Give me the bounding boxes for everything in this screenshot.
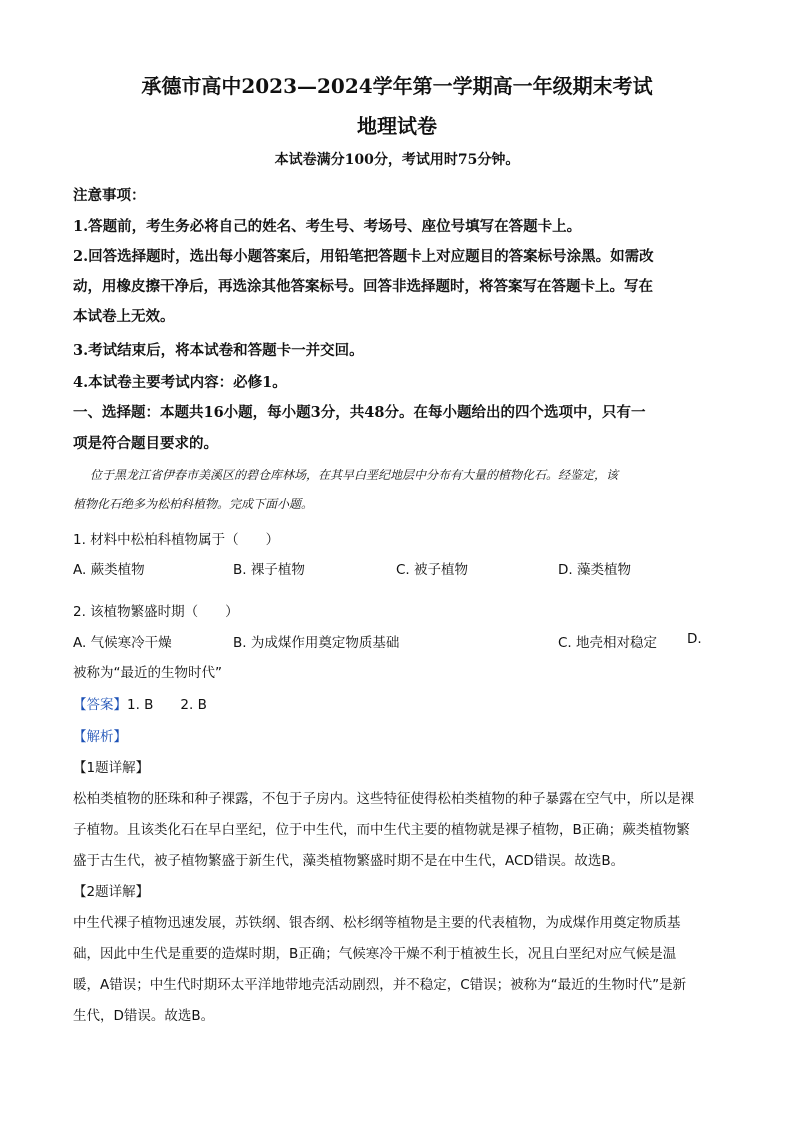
notice-line-2a: 2.回答选择题时，选出每小题答案后，用铅笔把答题卡上对应题目的答案标号涂黑。如需改: [73, 248, 654, 265]
q1-option-d: D. 藻类植物: [558, 562, 631, 578]
analysis-1-line-c: 盛于古生代，被子植物繁盛于新生代，藻类植物繁盛时期不是在中生代，ACD错误。故选B。: [73, 853, 625, 869]
section-heading-b: 项是符合题目要求的。: [73, 435, 218, 452]
question-2-stem: 2. 该植物繁盛时期（ ）: [73, 604, 239, 620]
analysis-tag: 【解析】: [73, 729, 127, 745]
q2-option-d-text: 被称为“最近的生物时代”: [73, 665, 222, 681]
q1-option-a: A. 蕨类植物: [73, 562, 145, 578]
answer-tag: 【答案】: [73, 697, 127, 713]
analysis-2-line-a: 中生代裸子植物迅速发展，苏铁纲、银杏纲、松杉纲等植物是主要的代表植物，为成煤作用奠定物质基: [73, 915, 681, 931]
analysis-2-line-b: 础，因此中生代是重要的造煤时期，B正确；气候寒冷干燥不利于植被生长，况且白垩纪对应气候是温: [73, 946, 677, 962]
q2-option-a: A. 气候寒冷干燥: [73, 635, 172, 651]
answer-text: 1. B 2. B: [127, 697, 207, 713]
q1-option-b: B. 裸子植物: [233, 562, 305, 578]
notice-line-2b: 动，用橡皮擦干净后，再选涂其他答案标号。回答非选择题时，将答案写在答题卡上。写在: [73, 278, 653, 295]
material-line-a: 位于黑龙江省伊春市美溪区的碧仓库林场，在其早白垩纪地层中分布有大量的植物化石。经鉴定，该: [90, 468, 619, 482]
analysis-2-line-d: 生代，D错误。故选B。: [73, 1008, 215, 1024]
notice-line-4: 4.本试卷主要考试内容：必修1。: [73, 374, 287, 391]
question-1-stem: 1. 材料中松柏科植物属于（ ）: [73, 532, 280, 548]
section-heading-a: 一、选择题：本题共16小题，每小题3分，共48分。在每小题给出的四个选项中，只有一: [73, 404, 646, 421]
notice-line-2c: 本试卷上无效。: [73, 308, 175, 325]
notice-line-1: 1.答题前，考生务必将自己的姓名、考生号、考场号、座位号填写在答题卡上。: [73, 218, 582, 235]
q2-option-c: C. 地壳相对稳定: [558, 635, 658, 651]
exam-title: 承德市高中2023—2024学年第一学期高一年级期末考试: [141, 74, 653, 98]
q2-option-d-label: D.: [687, 631, 702, 647]
notice-heading: 注意事项：: [73, 187, 146, 204]
subject-title: 地理试卷: [357, 114, 437, 138]
material-line-b: 植物化石绝多为松柏科植物。完成下面小题。: [73, 497, 314, 511]
analysis-heading-2: 【2题详解】: [73, 884, 150, 900]
analysis-1-line-b: 子植物。且该类化石在早白垩纪，位于中生代，而中生代主要的植物就是裸子植物，B正确；蕨类植物繁: [73, 822, 690, 838]
q1-option-c: C. 被子植物: [396, 562, 469, 578]
notice-line-3: 3.考试结束后，将本试卷和答题卡一并交回。: [73, 342, 364, 359]
analysis-2-line-c: 暖，A错误；中生代时期环太平洋地带地壳活动剧烈，并不稳定，C错误；被称为“最近的生物时代”是新: [73, 977, 687, 993]
exam-info: 本试卷满分100分，考试用时75分钟。: [274, 152, 520, 168]
q2-option-b: B. 为成煤作用奠定物质基础: [233, 635, 400, 651]
analysis-1-line-a: 松柏类植物的胚珠和种子裸露，不包于子房内。这些特征使得松柏类植物的种子暴露在空气中，所以是裸: [73, 791, 694, 807]
analysis-heading-1: 【1题详解】: [73, 760, 150, 776]
